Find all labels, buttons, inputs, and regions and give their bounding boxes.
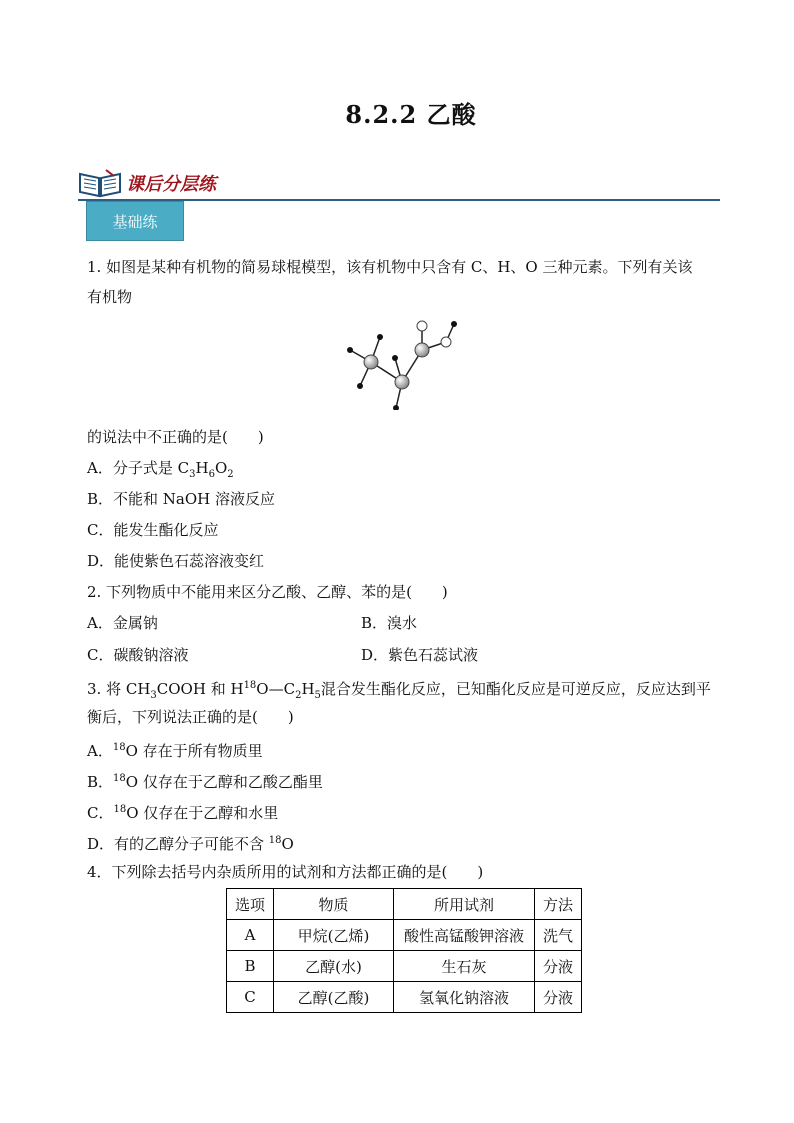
table-cell: B xyxy=(227,951,274,982)
q4-stem: 4．下列除去括号内杂质所用的试剂和方法都正确的是( ) xyxy=(87,863,484,881)
q3-stem-line1: 3. 将 $CH_3COOH$ 和 $H^{18}O—C_2H_5$混合发生酯化反应，已知酯化反应是可逆反应，反应达到平 xyxy=(87,680,711,701)
table-cell: 氢氧化钠溶液 xyxy=(394,982,535,1013)
q2-option-d: D．紫色石蕊试液 xyxy=(361,646,479,664)
q1-option-c: C．能发生酯化反应 xyxy=(87,521,219,539)
q3-option-c: C．$^{18}$O 仅存在于乙醇和水里 xyxy=(87,804,279,822)
table-row xyxy=(227,951,582,982)
table-cell: 生石灰 xyxy=(394,951,535,982)
ball-stick-model xyxy=(338,315,468,410)
table-header-cell: 物质 xyxy=(274,889,394,920)
q2-option-c: C．碳酸钠溶液 xyxy=(87,646,189,664)
q3-option-b: B．$^{18}$O 仅存在于乙醇和乙酸乙酯里 xyxy=(87,773,323,791)
table-header-cell: 选项 xyxy=(227,889,274,920)
q2-stem: 2. 下列物质中不能用来区分乙酸、乙醇、苯的是( ) xyxy=(87,583,448,601)
table-cell: 酸性高锰酸钾溶液 xyxy=(394,920,535,951)
table-cell: 洗气 xyxy=(535,920,582,951)
q1-stem-line1: 1. 如图是某种有机物的简易球棍模型，该有机物中只含有 C、H、O 三种元素。下列有关该 xyxy=(87,258,693,276)
q1-stem-line2: 有机物 xyxy=(87,288,133,306)
table-cell: 甲烷(乙烯) xyxy=(274,920,394,951)
table-cell: A xyxy=(227,920,274,951)
page-title: 8.2.2 乙酸 xyxy=(345,100,477,129)
q3-stem-line2: 衡后，下列说法正确的是( ) xyxy=(87,708,294,726)
table-cell: C xyxy=(227,982,274,1013)
q2-option-a: A．金属钠 xyxy=(87,614,158,632)
table-cell: 乙醇(乙酸) xyxy=(274,982,394,1013)
q1-option-b: B．不能和 NaOH 溶液反应 xyxy=(87,490,276,508)
q3-option-a: A．$^{18}$O 存在于所有物质里 xyxy=(87,742,263,760)
table-header-cell: 所用试剂 xyxy=(394,889,535,920)
table-cell: 分液 xyxy=(535,982,582,1013)
q2-option-b: B．溴水 xyxy=(361,614,418,632)
table-row xyxy=(227,982,582,1013)
table-cell: 乙醇(水) xyxy=(274,951,394,982)
tab-basic-practice: 基础练 xyxy=(86,201,184,241)
q3-option-d: D．有的乙醇分子可能不含 $^{18}$O xyxy=(87,835,294,853)
q1-option-a: A．分子式是 $C_3H_6O_2$ xyxy=(87,459,234,480)
table-header-cell: 方法 xyxy=(535,889,582,920)
table-header-row xyxy=(227,889,582,920)
section-header xyxy=(78,164,720,200)
table-row xyxy=(227,920,582,951)
q4-options-table xyxy=(226,888,582,1013)
q1-stem-tail: 的说法中不正确的是( ) xyxy=(87,428,264,446)
book-icon xyxy=(78,168,122,198)
table-cell: 分液 xyxy=(535,951,582,982)
q1-option-d: D．能使紫色石蕊溶液变红 xyxy=(87,552,265,570)
section-label: 课后分层练 xyxy=(126,174,216,195)
